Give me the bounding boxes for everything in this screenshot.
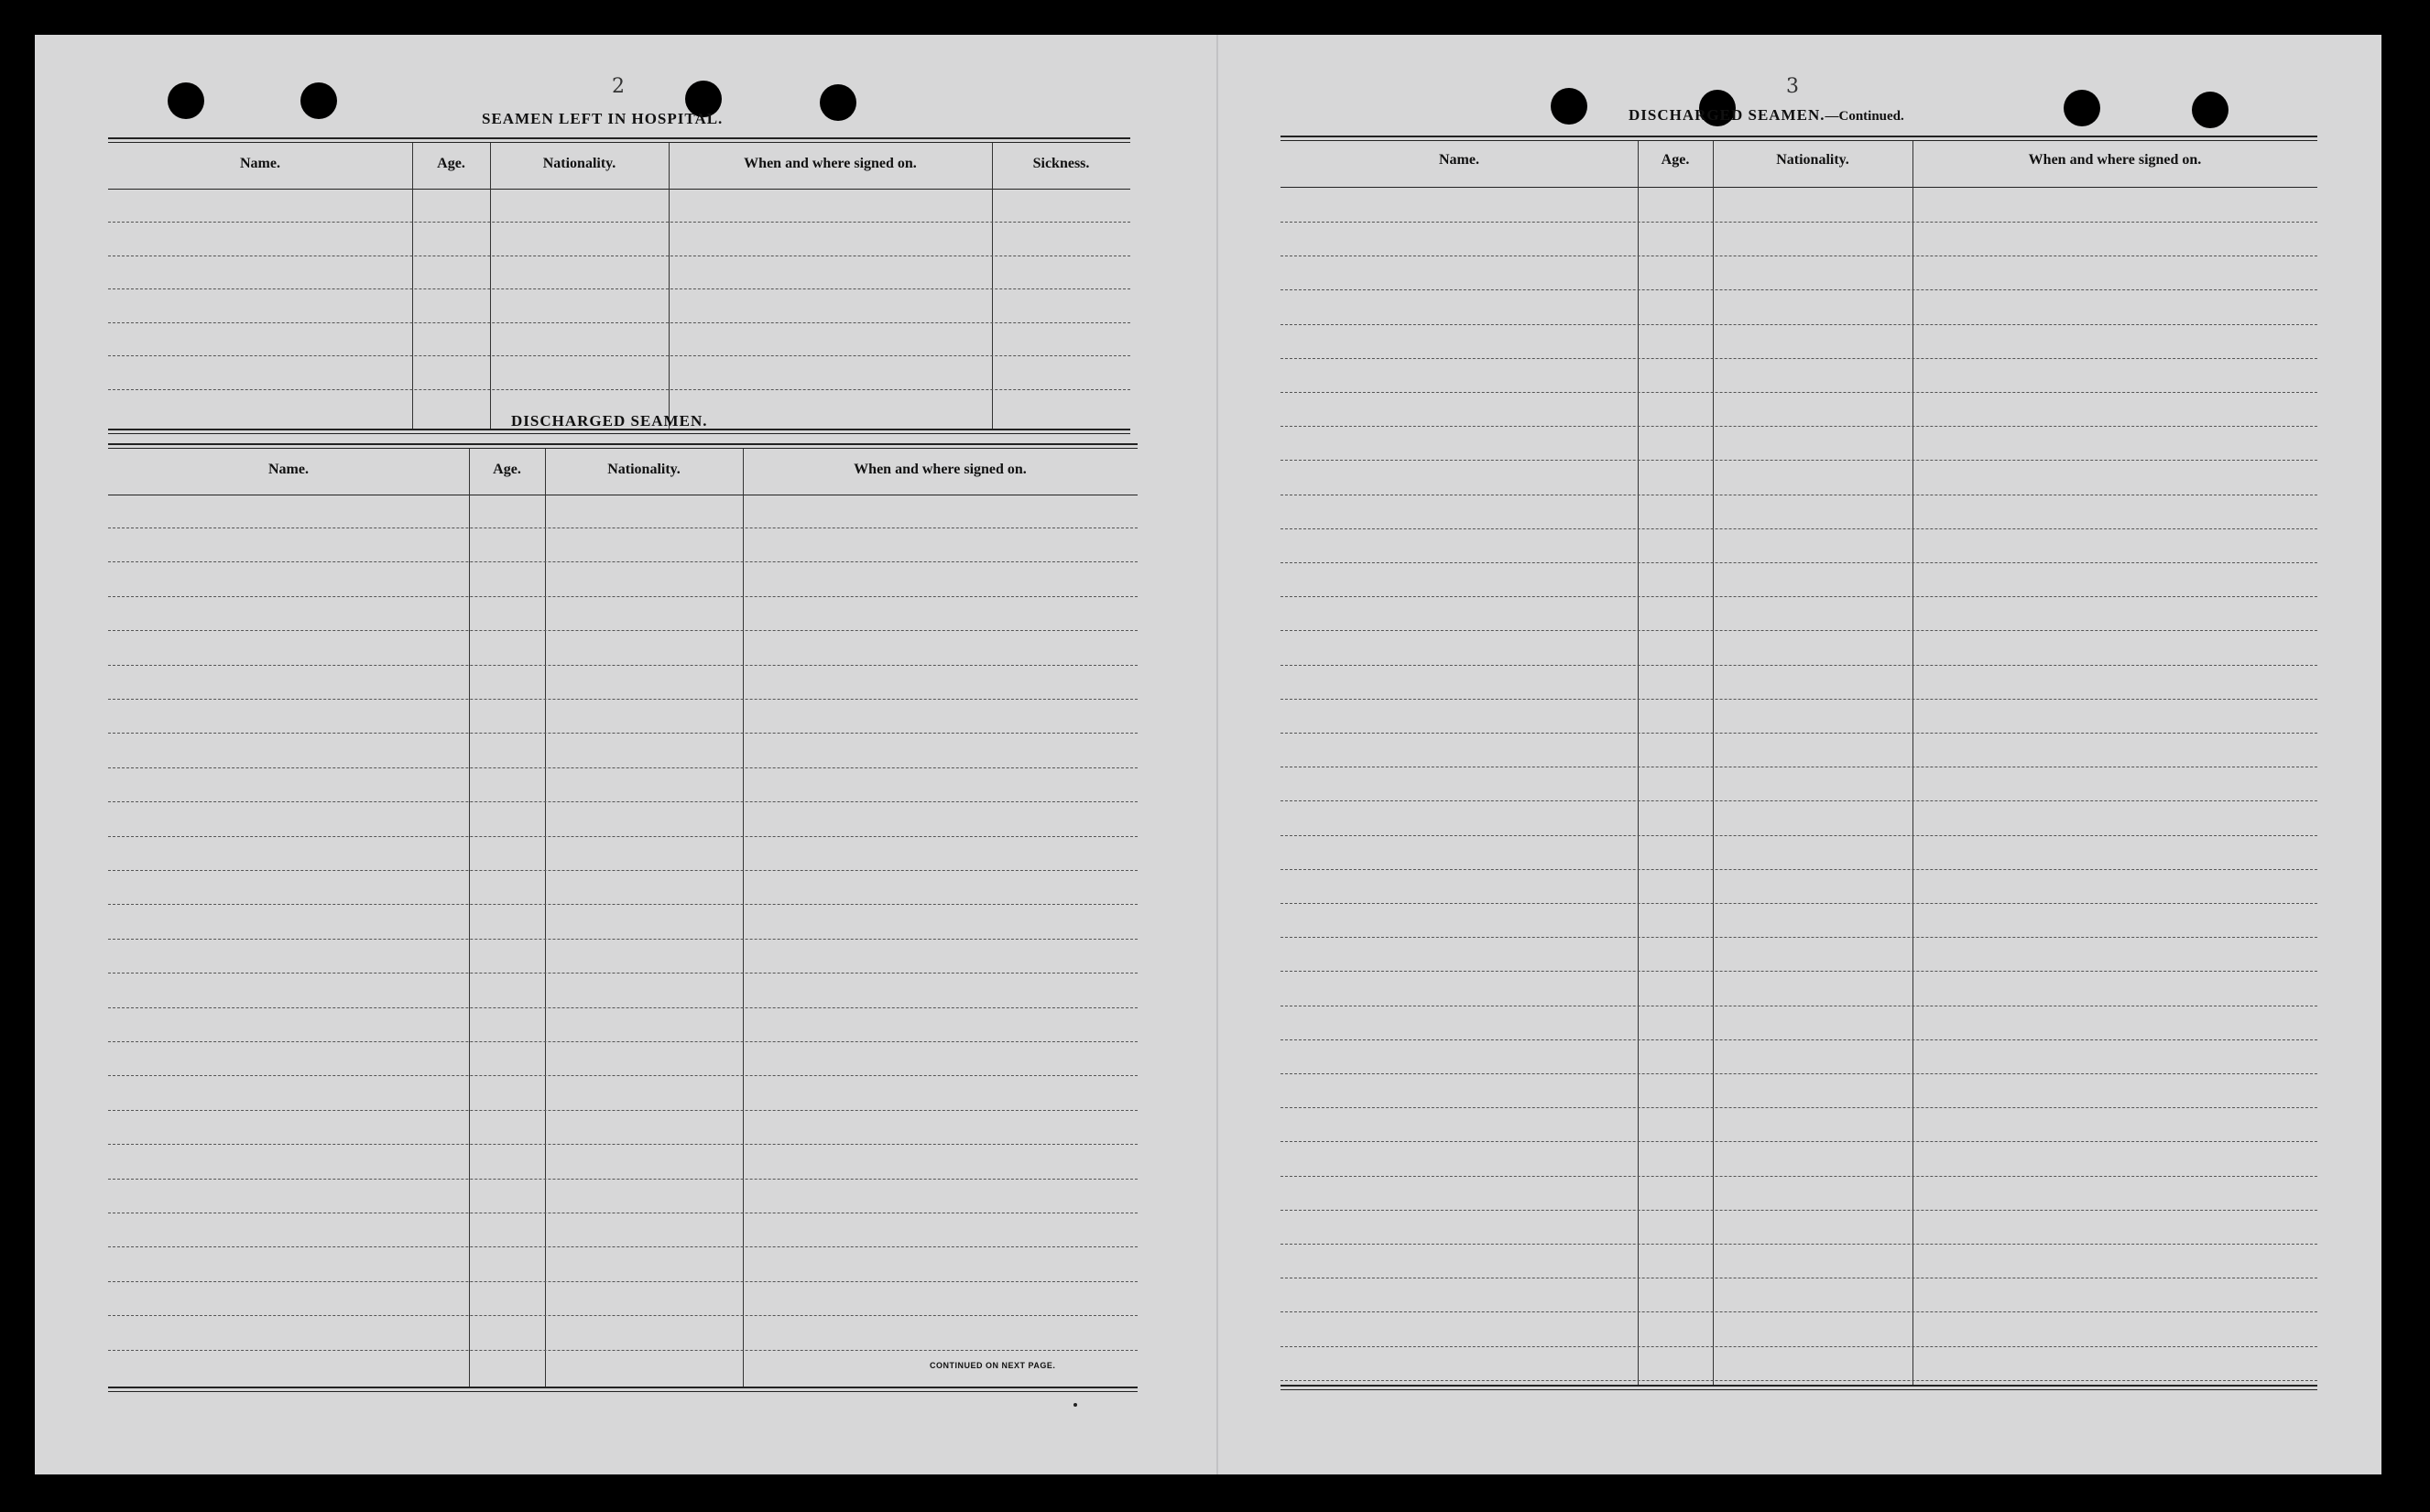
table-top-rule: [108, 137, 1130, 143]
entry-line: [108, 322, 1130, 323]
scanned-document: [35, 35, 2381, 1474]
column-header-nationality: Nationality.: [1776, 152, 1849, 168]
entry-line: [108, 801, 1138, 802]
column-divider: [1713, 141, 1714, 1385]
hospital-table-title: SEAMEN LEFT IN HOSPITAL.: [482, 110, 724, 127]
discharged-table: [108, 443, 1138, 1405]
entry-line: [1280, 460, 2317, 461]
table-bottom-rule: [108, 1387, 1138, 1392]
continued-note: CONTINUED ON NEXT PAGE.: [930, 1361, 1056, 1370]
continued-suffix: —Continued.: [1825, 109, 1904, 124]
entry-line: [108, 222, 1130, 223]
entry-line: [1280, 358, 2317, 359]
entry-line: [1280, 630, 2317, 631]
entry-line: [1280, 1073, 2317, 1074]
entry-line: [108, 355, 1130, 356]
column-header-sickness: Sickness.: [1032, 156, 1090, 171]
table-header-rule: [1280, 187, 2317, 188]
entry-line: [108, 767, 1138, 768]
column-header-name: Name.: [1439, 152, 1479, 168]
entry-line: [1280, 1107, 2317, 1108]
punch-hole: [300, 82, 337, 119]
entry-line: [108, 389, 1130, 390]
column-header-nationality: Nationality.: [607, 462, 681, 477]
entry-line: [1280, 222, 2317, 223]
column-header-nationality: Nationality.: [542, 156, 616, 171]
column-divider: [469, 449, 470, 1387]
table-top-rule: [108, 443, 1138, 449]
entry-line: [1280, 1346, 2317, 1347]
page-number-right: 3: [1786, 75, 1799, 98]
column-header-signed-on: When and where signed on.: [854, 462, 1027, 477]
column-header-name: Name.: [268, 462, 309, 477]
column-divider: [412, 143, 413, 429]
entry-line: [1280, 1244, 2317, 1245]
entry-line: [108, 733, 1138, 734]
entry-line: [108, 699, 1138, 700]
entry-line: [108, 870, 1138, 871]
entry-line: [1280, 937, 2317, 938]
table-top-rule: [1280, 136, 2317, 141]
discharged-table-title: DISCHARGED SEAMEN.: [511, 412, 708, 430]
entry-line: [108, 665, 1138, 666]
discharged-continued-title: [1629, 106, 1904, 125]
entry-line: [1280, 903, 2317, 904]
entry-line: [1280, 289, 2317, 290]
entry-line: [1280, 835, 2317, 836]
punch-hole: [168, 82, 204, 119]
page-fold: [1216, 35, 1218, 1474]
punch-hole: [2192, 92, 2228, 128]
discharged-continued-table: [1280, 136, 2317, 1392]
entry-line: [1280, 800, 2317, 801]
entry-line: [1280, 699, 2317, 700]
hospital-table: [108, 137, 1130, 435]
column-divider: [545, 449, 546, 1387]
entry-line: [108, 1075, 1138, 1076]
entry-line: [1280, 528, 2317, 529]
entry-line: [1280, 971, 2317, 972]
table-header-rule: [108, 189, 1130, 190]
entry-line: [1280, 1380, 2317, 1381]
ink-speck: [1073, 1403, 1077, 1407]
column-divider: [669, 143, 670, 429]
entry-line: [1280, 392, 2317, 393]
column-divider: [490, 143, 491, 429]
column-header-age: Age.: [1661, 152, 1690, 168]
entry-line: [1280, 1039, 2317, 1040]
entry-line: [108, 1110, 1138, 1111]
entry-line: [1280, 733, 2317, 734]
entry-line: [108, 1144, 1138, 1145]
entry-line: [108, 836, 1138, 837]
page-number-left: 2: [612, 75, 625, 98]
column-header-age: Age.: [493, 462, 521, 477]
entry-line: [108, 1007, 1138, 1008]
entry-line: [108, 1179, 1138, 1180]
entry-line: [108, 1041, 1138, 1042]
entry-line: [108, 1246, 1138, 1247]
column-divider: [1638, 141, 1639, 1385]
column-header-signed-on: When and where signed on.: [744, 156, 917, 171]
entry-line: [1280, 426, 2317, 427]
entry-line: [108, 1281, 1138, 1282]
column-header-name: Name.: [240, 156, 280, 171]
entry-line: [1280, 665, 2317, 666]
entry-line: [108, 1315, 1138, 1316]
entry-line: [1280, 1311, 2317, 1312]
entry-line: [1280, 1176, 2317, 1177]
entry-line: [108, 973, 1138, 974]
entry-line: [1280, 1210, 2317, 1211]
column-header-age: Age.: [437, 156, 465, 171]
entry-line: [1280, 869, 2317, 870]
column-divider: [992, 143, 993, 429]
punch-hole: [820, 84, 856, 121]
entry-line: [1280, 562, 2317, 563]
entry-line: [108, 288, 1130, 289]
table-bottom-rule: [1280, 1385, 2317, 1390]
entry-line: [1280, 1141, 2317, 1142]
entry-line: [108, 1350, 1138, 1351]
entry-line: [108, 596, 1138, 597]
entry-line: [1280, 596, 2317, 597]
entry-line: [108, 939, 1138, 940]
punch-hole: [1551, 88, 1587, 125]
entry-line: [108, 904, 1138, 905]
column-header-signed-on: When and where signed on.: [2028, 152, 2202, 168]
entry-line: [1280, 324, 2317, 325]
entry-line: [108, 630, 1138, 631]
discharged-continued-title-main: DISCHARGED SEAMEN.: [1629, 106, 1825, 124]
entry-line: [108, 561, 1138, 562]
column-divider: [1912, 141, 1913, 1385]
punch-hole: [2064, 90, 2100, 126]
column-divider: [743, 449, 744, 1387]
